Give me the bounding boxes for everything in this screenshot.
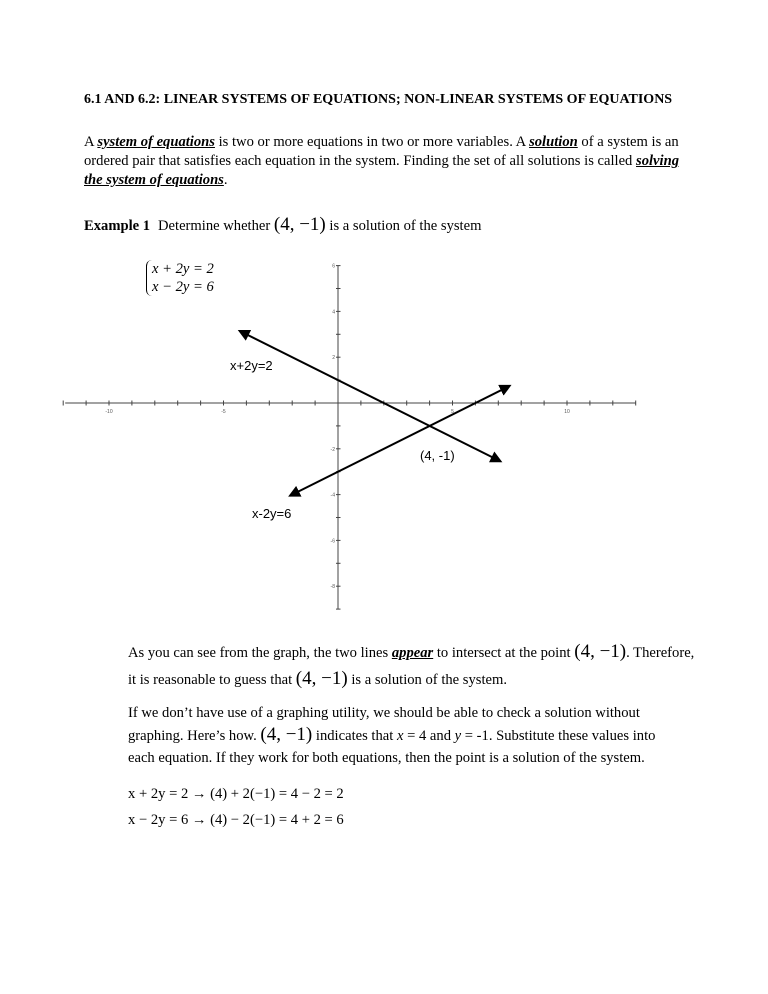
series-line-1 — [240, 331, 501, 462]
text: . — [223, 172, 228, 188]
text: . Therefore, — [626, 645, 695, 661]
y-tick-label: -6 — [330, 538, 335, 545]
var-x: x — [396, 728, 404, 744]
paragraph-3-line-2 — [128, 724, 655, 746]
y-tick-label: -8 — [330, 584, 335, 591]
x-tick-label: -10 — [105, 409, 113, 415]
point: (4, −1) — [295, 668, 348, 689]
text: As you can see from the graph, the two lines — [128, 645, 392, 661]
text: indicates that — [312, 728, 397, 744]
paragraph-2-line-2 — [128, 668, 507, 690]
equation-2: x − 2y = 6 — [152, 279, 214, 295]
page-title: 6.1 AND 6.2: LINEAR SYSTEMS OF EQUATIONS; NON-LINEAR SYSTEMS OF EQUATIONS — [84, 92, 673, 107]
point: (4, −1) — [574, 641, 627, 662]
label-line-1: x+2y=2 — [230, 358, 273, 373]
y-tick-label: -4 — [330, 492, 335, 499]
y-tick-label: 4 — [332, 309, 335, 316]
point: (4, −1) — [273, 214, 326, 235]
point: (4, −1) — [260, 724, 313, 745]
term-system-of-equations: system of equations — [97, 134, 215, 150]
check-equation-2: x − 2y = 6 → (4) − 2(−1) = 4 + 2 = 6 — [128, 812, 344, 828]
text: is a solution of the system. — [347, 672, 507, 688]
x-tick-label: 5 — [451, 409, 454, 415]
term-solving: solving the system of equations — [84, 153, 679, 188]
paragraph-2-line-1 — [128, 641, 694, 663]
text: to intersect at the point — [433, 645, 575, 661]
y-tick-label: 2 — [332, 355, 335, 362]
x-tick-label: 10 — [564, 409, 570, 415]
example-label: Example 1 — [84, 218, 151, 234]
text: graphing. Here’s how. — [128, 728, 261, 744]
text: of a system is an ordered pair that satisfies each equation in the system. Finding the set of all solutions is called — [84, 134, 679, 169]
emphasis-appear: appear — [391, 645, 434, 661]
label-intersection: (4, -1) — [420, 448, 455, 463]
label-line-2: x-2y=6 — [252, 506, 292, 521]
check-equation-1: x + 2y = 2 → (4) + 2(−1) = 4 − 2 = 2 — [128, 786, 344, 802]
text: = -1. Substitute these values into — [461, 728, 656, 744]
x-tick-label: -5 — [221, 409, 226, 415]
text: Determine whether — [158, 218, 274, 234]
text: is a solution of the system — [325, 218, 482, 234]
term-solution: solution — [529, 134, 578, 150]
paragraph-3-line-3: each equation. If they work for both equations, then the point is a solution of the system. — [128, 750, 645, 766]
paragraph-3-line-1: If we don’t have use of a graphing utility, we should be able to check a solution without — [128, 705, 640, 721]
equation-1: x + 2y = 2 — [152, 261, 214, 277]
y-tick-label: 6 — [332, 263, 335, 270]
text: it is reasonable to guess that — [128, 672, 296, 688]
y-tick-label: -2 — [330, 446, 335, 453]
series-line-2 — [290, 386, 510, 496]
text: A — [84, 134, 98, 150]
text: = 4 and — [403, 728, 455, 744]
text: is two or more equations in two or more variables. A — [214, 134, 530, 150]
var-y: y — [454, 728, 462, 744]
